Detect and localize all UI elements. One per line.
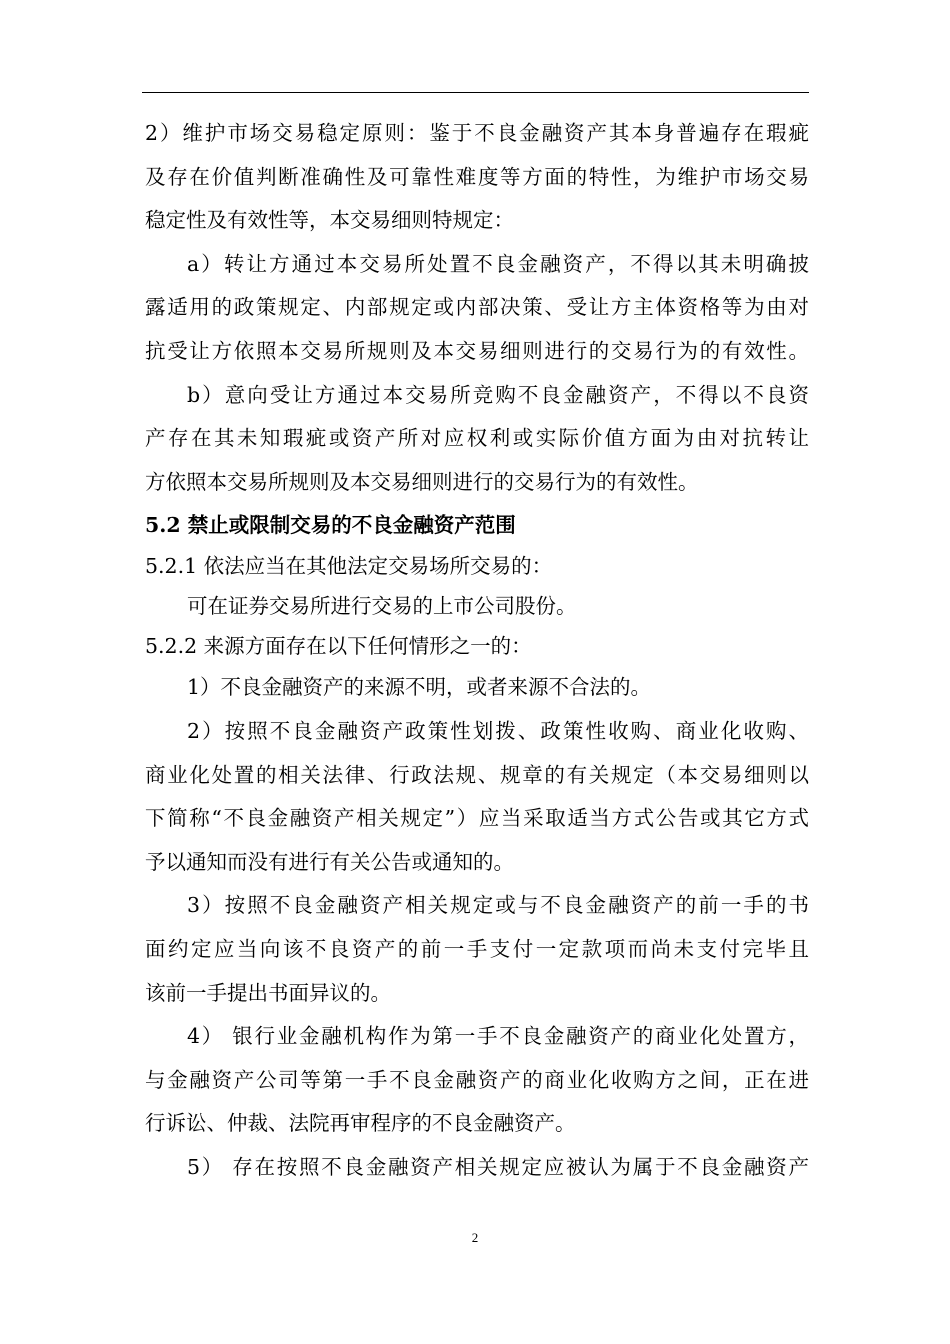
- paragraph-line: 稳定性及有效性等，本交易细则特规定：: [145, 208, 514, 233]
- list-item: 4） 银行业金融机构作为第一手不良金融资产的商业化处置方，: [187, 1024, 809, 1049]
- paragraph-line: 商业化处置的相关法律、行政法规、规章的有关规定（本交易细则以: [145, 762, 809, 787]
- paragraph-line: 下简称“不良金融资产相关规定”）应当采取适当方式公告或其它方式: [145, 806, 809, 831]
- paragraph-line: 抗受让方依照本交易所规则及本交易细则进行的交易行为的有效性。: [145, 338, 809, 363]
- paragraph-line: 及存在价值判断准确性及可靠性难度等方面的特性，为维护市场交易: [145, 164, 809, 189]
- paragraph-line: 该前一手提出书面异议的。: [145, 980, 391, 1005]
- paragraph-line: 2）维护市场交易稳定原则：鉴于不良金融资产其本身普遍存在瑕疵: [145, 121, 809, 145]
- paragraph-line: 予以通知而没有进行有关公告或通知的。: [145, 849, 514, 874]
- document-body: [145, 112, 809, 1189]
- header-rule: [142, 92, 809, 93]
- list-item: 2）按照不良金融资产政策性划拨、政策性收购、商业化收购、: [187, 718, 809, 743]
- list-item: 3）按照不良金融资产相关规定或与不良金融资产的前一手的书: [187, 893, 809, 918]
- list-item: 1）不良金融资产的来源不明，或者来源不合法的。: [187, 675, 652, 700]
- paragraph-line: 方依照本交易所规则及本交易细则进行的交易行为的有效性。: [145, 469, 699, 494]
- section-heading: 5.2 禁止或限制交易的不良金融资产范围: [145, 513, 516, 538]
- list-item: 5） 存在按照不良金融资产相关规定应被认为属于不良金融资产: [187, 1154, 809, 1179]
- paragraph-line: 面约定应当向该不良资产的前一手支付一定款项而尚未支付完毕且: [145, 936, 809, 961]
- paragraph-line: b）意向受让方通过本交易所竞购不良金融资产，不得以不良资: [187, 382, 809, 407]
- paragraph-line: 产存在其未知瑕疵或资产所对应权利或实际价值方面为由对抗转让: [145, 426, 809, 451]
- page-number: 2: [471, 1230, 479, 1245]
- subsection-heading: 5.2.2 来源方面存在以下任何情形之一的：: [145, 634, 532, 659]
- paragraph-line: a）转让方通过本交易所处置不良金融资产，不得以其未明确披: [187, 251, 809, 276]
- paragraph-line: 可在证券交易所进行交易的上市公司股份。: [187, 594, 577, 619]
- paragraph-line: 露适用的政策规定、内部规定或内部决策、受让方主体资格等为由对: [145, 295, 809, 320]
- subsection-heading: 5.2.1 依法应当在其他法定交易场所交易的：: [145, 554, 553, 579]
- paragraph-line: 与金融资产公司等第一手不良金融资产的商业化收购方之间，正在进: [145, 1067, 809, 1092]
- paragraph-line: 行诉讼、仲裁、法院再审程序的不良金融资产。: [145, 1111, 576, 1136]
